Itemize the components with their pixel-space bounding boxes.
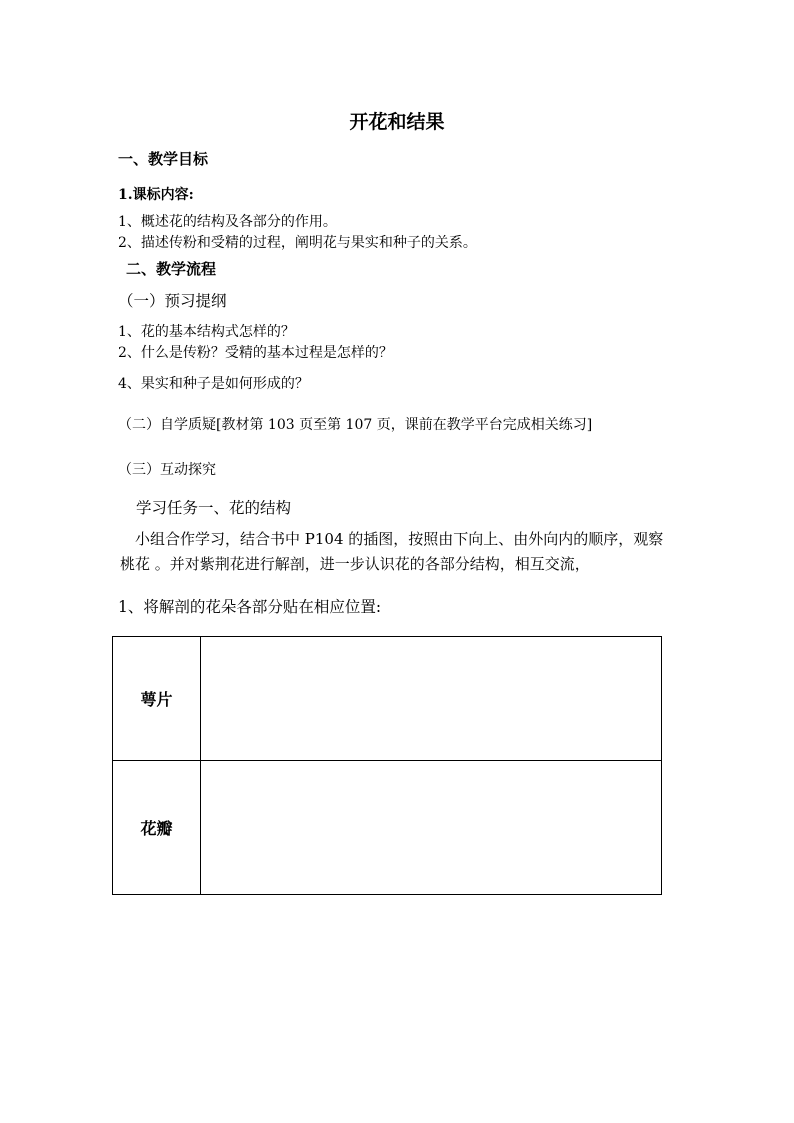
task-1-paragraph: 小组合作学习，结合书中 P104 的插图，按照由下向上、由外向内的顺序，观察桃花 。并对紫荆花进行解剖，进一步认识花的各部分结构，相互交流， — [120, 530, 664, 573]
instruction-line: 1、将解剖的花朵各部分贴在相应位置: — [118, 598, 382, 616]
interactive-heading: （三）互动探究 — [118, 462, 216, 478]
objective-item-2: 2、描述传粉和受精的过程，阐明花与果实和种子的关系。 — [118, 235, 477, 251]
table-row — [113, 761, 662, 895]
petal-paste-area[interactable] — [201, 761, 662, 895]
flower-parts-table — [112, 636, 662, 895]
section-heading-objectives: 一、教学目标 — [118, 150, 209, 168]
preview-outline-heading: （一）预习提纲 — [118, 292, 227, 310]
section-heading-process: 二、教学流程 — [126, 260, 217, 278]
preview-question-1: 1、花的基本结构式怎样的？ — [118, 324, 295, 340]
row-label-petal: 花瓣 — [113, 761, 201, 895]
table-row — [113, 637, 662, 761]
row-label-sepal: 萼片 — [113, 637, 201, 761]
objective-item-1: 1、概述花的结构及各部分的作用。 — [118, 214, 337, 230]
preview-question-4: 4、果实和种子是如何形成的？ — [118, 376, 309, 392]
sub-heading-standards: 1.课标内容: — [118, 187, 194, 203]
page-title: 开花和结果 — [349, 111, 445, 133]
task-1-heading: 学习任务一、花的结构 — [136, 499, 292, 517]
self-study-line: （二）自学质疑[教材第 103 页至第 107 页，课前在教学平台完成相关练习] — [118, 417, 593, 433]
preview-question-2: 2、什么是传粉？受精的基本过程是怎样的？ — [118, 345, 393, 361]
sepal-paste-area[interactable] — [201, 637, 662, 761]
